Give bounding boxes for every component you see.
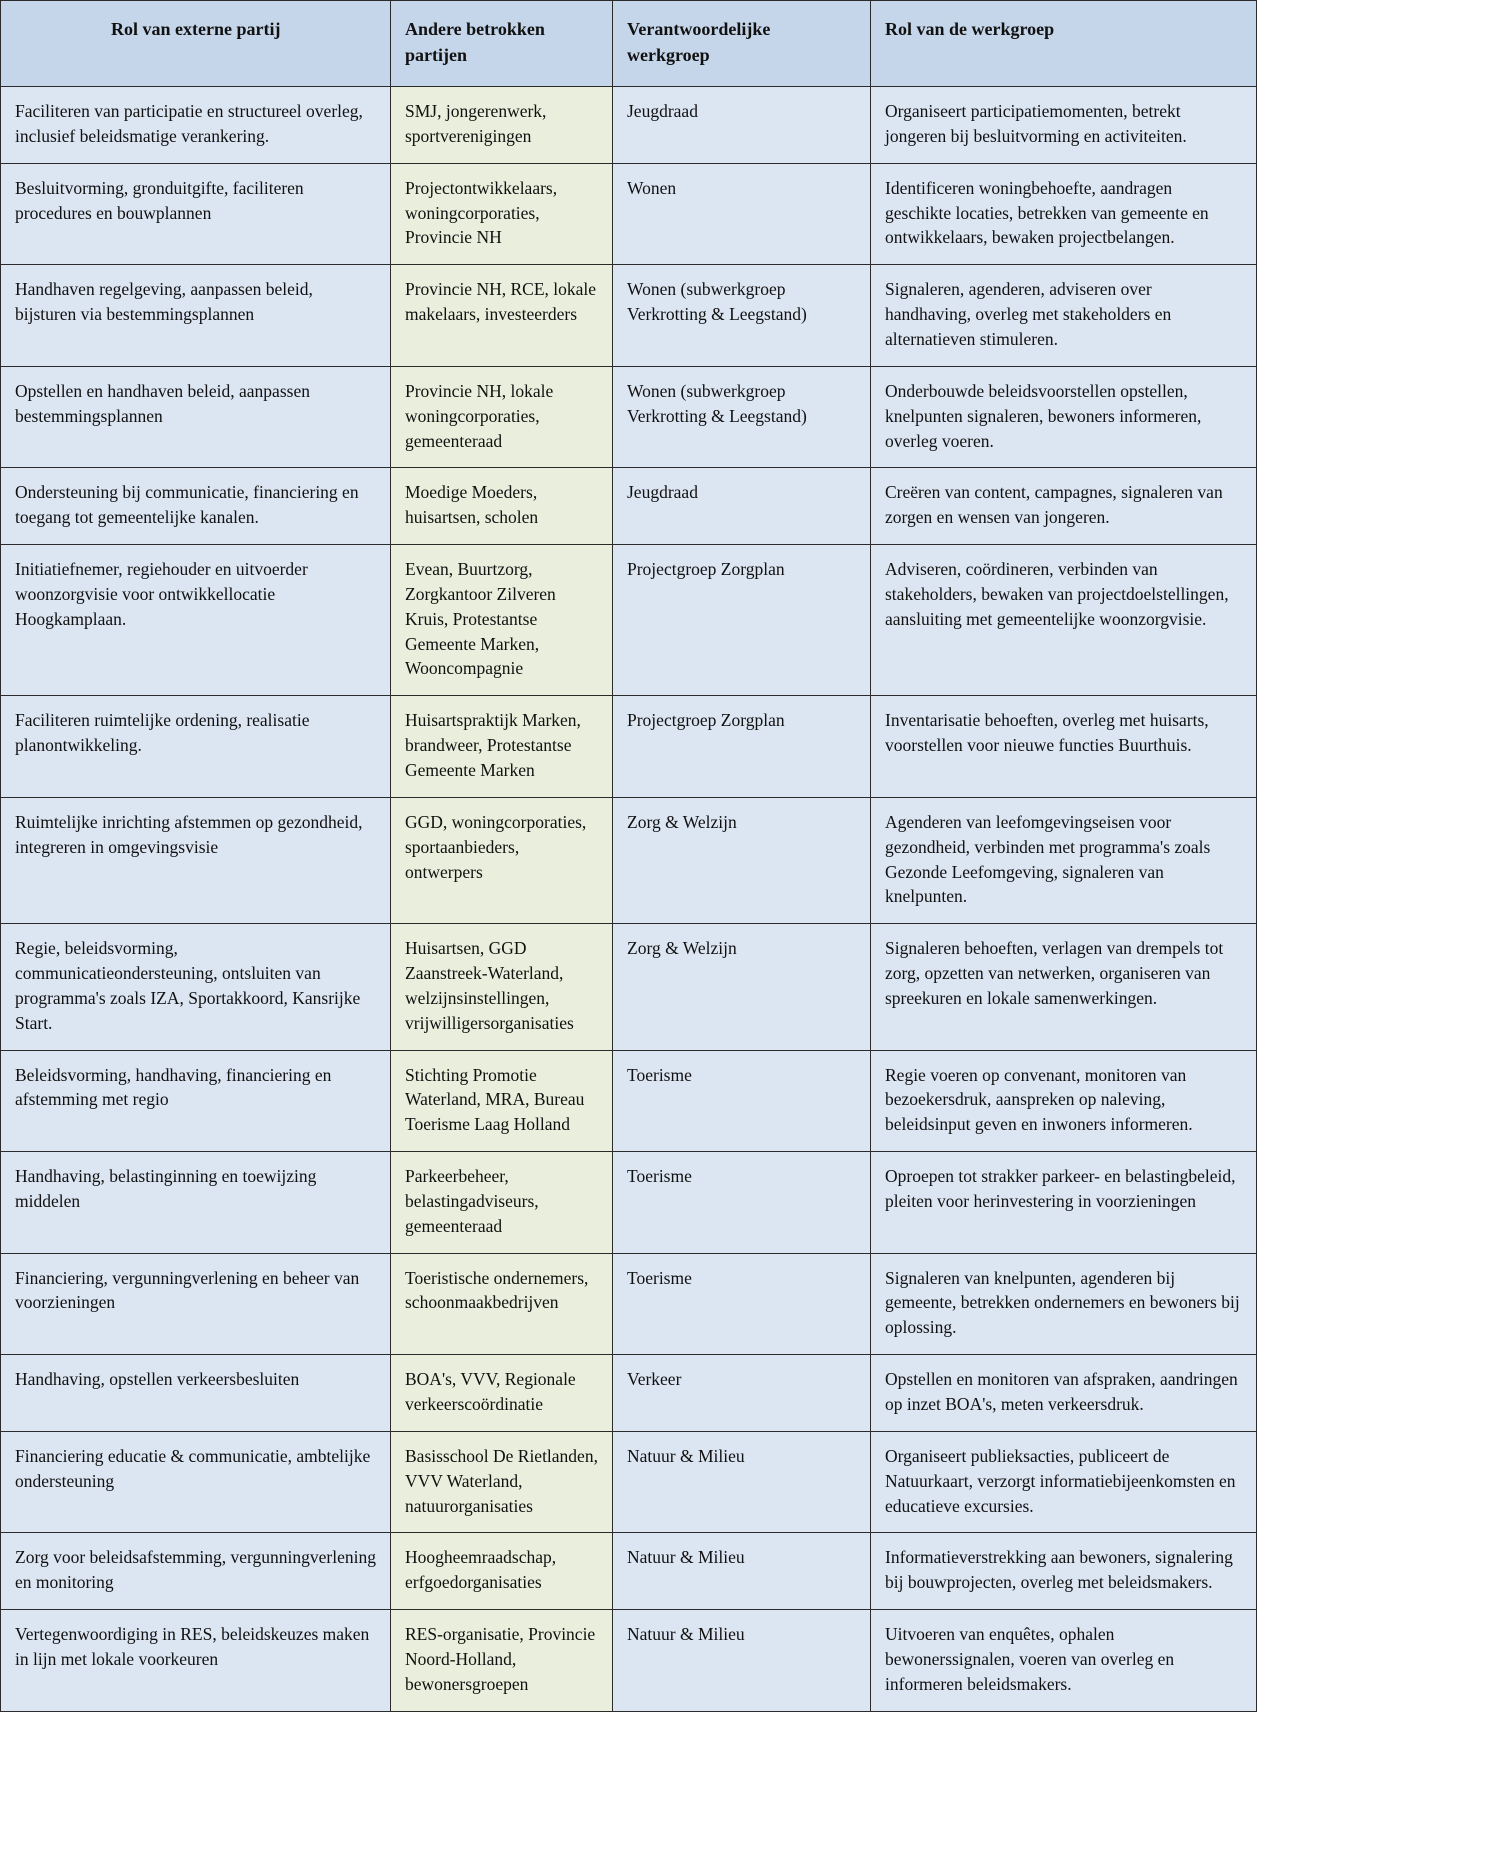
cell-text: Zorg & Welzijn (627, 811, 737, 832)
cell-text: BOA's, VVV, Regionale verkeerscoördinatie (405, 1369, 576, 1414)
cell-text: Provincie NH, lokale woningcorporaties, gemeenteraad (405, 380, 554, 451)
cell-text: Adviseren, coördineren, verbinden van stakeholders, bewaken van projectdoelstellingen, aansluiting met gemeentelijke woonzorgvisie. (885, 559, 1229, 629)
cell-text: Evean, Buurtzorg, Zorgkantoor Zilveren Kruis, Protestantse Gemeente Marken, Wooncompagnie (405, 559, 556, 679)
cell-rol-van-de-werkgroep (871, 468, 1257, 545)
cell-text: Organiseert publieksacties, publiceert de Natuurkaart, verzorgt informatiebijeenkomsten en educatieve excursies. (885, 1445, 1236, 1516)
cell-text: Ondersteuning bij communicatie, financiering en toegang tot gemeentelijke kanalen. (15, 482, 359, 528)
cell-rol-externe-partij (1, 163, 391, 265)
cell-verantwoordelijke-werkgroep (613, 1253, 871, 1355)
cell-text: Toerisme (627, 1267, 692, 1288)
cell-text: RES-organisatie, Provincie Noord-Holland, bewonersgroepen (405, 1624, 596, 1694)
cell-text: Handhaven regelgeving, aanpassen beleid, bijsturen via bestemmingsplannen (15, 279, 313, 325)
cell-text: Initiatiefnemer, regiehouder en uitvoerder woonzorgvisie voor ontwikkellocatie Hoogkamplaan. (15, 559, 308, 629)
cell-rol-van-de-werkgroep (871, 163, 1257, 265)
cell-verantwoordelijke-werkgroep (613, 366, 871, 468)
cell-rol-van-de-werkgroep (871, 696, 1257, 798)
cell-text: Faciliteren van participatie en structureel overleg, inclusief beleidsmatige verankering. (15, 101, 363, 146)
table-header-row (1, 1, 1257, 87)
cell-rol-van-de-werkgroep (871, 1610, 1257, 1712)
cell-rol-externe-partij (1, 545, 391, 696)
table-row (1, 1533, 1257, 1610)
cell-text: Signaleren van knelpunten, agenderen bij gemeente, betrekken ondernemers en bewoners bij oplossing. (885, 1267, 1240, 1338)
cell-rol-van-de-werkgroep (871, 1533, 1257, 1610)
cell-rol-van-de-werkgroep (871, 1431, 1257, 1533)
cell-text: Onderbouwde beleidsvoorstellen opstellen, knelpunten signaleren, bewoners informeren, overleg voeren. (885, 380, 1202, 451)
cell-text: Handhaving, belastinginning en toewijzing middelen (15, 1166, 317, 1211)
cell-text: Huisartspraktijk Marken, brandweer, Protestantse Gemeente Marken (405, 710, 581, 780)
cell-rol-externe-partij (1, 468, 391, 545)
cell-text: Uitvoeren van enquêtes, ophalen bewonerssignalen, voeren van overleg en informeren beleidsmakers. (885, 1624, 1175, 1694)
cell-andere-betrokken-partijen (391, 1533, 613, 1610)
cell-andere-betrokken-partijen (391, 545, 613, 696)
table-row (1, 1431, 1257, 1533)
cell-text: Ruimtelijke inrichting afstemmen op gezondheid, integreren in omgevingsvisie (15, 811, 363, 857)
cell-text: Hoogheemraadschap, erfgoedorganisaties (405, 1547, 557, 1593)
cell-rol-externe-partij (1, 1431, 391, 1533)
cell-text: Stichting Promotie Waterland, MRA, Bureau Toerisme Laag Holland (405, 1064, 585, 1135)
cell-andere-betrokken-partijen (391, 265, 613, 367)
table-row (1, 696, 1257, 798)
cell-text: Oproepen tot strakker parkeer- en belastingbeleid, pleiten voor herinvestering in voorzieningen (885, 1166, 1236, 1211)
cell-text: Creëren van content, campagnes, signaleren van zorgen en wensen van jongeren. (885, 482, 1223, 528)
cell-andere-betrokken-partijen (391, 366, 613, 468)
cell-verantwoordelijke-werkgroep (613, 1533, 871, 1610)
cell-verantwoordelijke-werkgroep (613, 924, 871, 1050)
table-row (1, 87, 1257, 164)
cell-text: Zorg & Welzijn (627, 938, 737, 959)
cell-text: Jeugdraad (627, 482, 698, 503)
cell-rol-van-de-werkgroep (871, 1050, 1257, 1152)
column-header-verantwoordelijke-werkgroep: Verantwoordelijke werkgroep (613, 1, 871, 87)
table-row (1, 265, 1257, 367)
cell-verantwoordelijke-werkgroep (613, 87, 871, 164)
cell-verantwoordelijke-werkgroep (613, 1152, 871, 1254)
cell-text: Faciliteren ruimtelijke ordening, realisatie planontwikkeling. (15, 710, 310, 756)
column-header-rol-externe-partij: Rol van externe partij (1, 1, 391, 87)
cell-verantwoordelijke-werkgroep (613, 1610, 871, 1712)
cell-text: Opstellen en monitoren van afspraken, aandringen op inzet BOA's, meten verkeersdruk. (885, 1369, 1238, 1414)
cell-andere-betrokken-partijen (391, 468, 613, 545)
cell-text: Toerisme (627, 1064, 692, 1085)
cell-text: Jeugdraad (627, 101, 698, 122)
cell-rol-externe-partij (1, 924, 391, 1050)
cell-rol-externe-partij (1, 1152, 391, 1254)
cell-text: GGD, woningcorporaties, sportaanbieders, ontwerpers (405, 811, 587, 882)
cell-rol-externe-partij (1, 1533, 391, 1610)
cell-verantwoordelijke-werkgroep (613, 468, 871, 545)
table-row (1, 1610, 1257, 1712)
cell-andere-betrokken-partijen (391, 696, 613, 798)
cell-text: Provincie NH, RCE, lokale makelaars, investeerders (405, 279, 597, 325)
cell-text: Toeristische ondernemers, schoonmaakbedrijven (405, 1267, 589, 1313)
cell-andere-betrokken-partijen (391, 1152, 613, 1254)
cell-text: Opstellen en handhaven beleid, aanpassen bestemmingsplannen (15, 380, 310, 426)
cell-verantwoordelijke-werkgroep (613, 797, 871, 923)
cell-rol-van-de-werkgroep (871, 1355, 1257, 1432)
cell-text: Basisschool De Rietlanden, VVV Waterland, natuurorganisaties (405, 1445, 598, 1516)
cell-andere-betrokken-partijen (391, 163, 613, 265)
cell-andere-betrokken-partijen (391, 1610, 613, 1712)
cell-verantwoordelijke-werkgroep (613, 1431, 871, 1533)
table-row (1, 924, 1257, 1050)
table-header (1, 1, 1257, 87)
cell-andere-betrokken-partijen (391, 1355, 613, 1432)
cell-text: Vertegenwoordiging in RES, beleidskeuzes maken in lijn met lokale voorkeuren (15, 1624, 370, 1669)
cell-rol-van-de-werkgroep (871, 366, 1257, 468)
cell-text: Wonen (627, 177, 677, 198)
cell-text: Zorg voor beleidsafstemming, vergunningverlening en monitoring (15, 1547, 376, 1593)
cell-text: SMJ, jongerenwerk, sportverenigingen (405, 101, 547, 146)
cell-andere-betrokken-partijen (391, 87, 613, 164)
cell-text: Natuur & Milieu (627, 1547, 745, 1568)
table-row (1, 1355, 1257, 1432)
cell-text: Agenderen van leefomgevingseisen voor gezondheid, verbinden met programma's zoals Gezonde Leefomgeving, signaleren van knelpunten. (885, 811, 1211, 907)
table-row (1, 545, 1257, 696)
cell-text: Regie voeren op convenant, monitoren van bezoekersdruk, aanspreken op naleving, beleidsinput geven en inwoners informeren. (885, 1064, 1193, 1135)
table-row (1, 468, 1257, 545)
cell-rol-van-de-werkgroep (871, 1253, 1257, 1355)
cell-text: Identificeren woningbehoefte, aandragen geschikte locaties, betrekken van gemeente en ontwikkelaars, bewaken projectbelangen. (885, 177, 1209, 248)
table-row (1, 1050, 1257, 1152)
table-row (1, 797, 1257, 923)
cell-text: Verkeer (627, 1369, 682, 1390)
cell-text: Financiering, vergunningverlening en beheer van voorzieningen (15, 1267, 360, 1313)
cell-text: Natuur & Milieu (627, 1445, 745, 1466)
cell-text: Huisartsen, GGD Zaanstreek-Waterland, welzijnsinstellingen, vrijwilligersorganisaties (405, 938, 574, 1033)
table-row (1, 1253, 1257, 1355)
cell-verantwoordelijke-werkgroep (613, 163, 871, 265)
cell-text: Parkeerbeheer, belastingadviseurs, gemeenteraad (405, 1166, 539, 1236)
cell-text: Moedige Moeders, huisartsen, scholen (405, 482, 539, 528)
cell-verantwoordelijke-werkgroep (613, 1355, 871, 1432)
table-row (1, 1152, 1257, 1254)
cell-text: Informatieverstrekking aan bewoners, signalering bij bouwprojecten, overleg met beleidsmakers. (885, 1547, 1233, 1593)
cell-rol-externe-partij (1, 265, 391, 367)
cell-text: Beleidsvorming, handhaving, financiering en afstemming met regio (15, 1064, 332, 1110)
cell-text: Handhaving, opstellen verkeersbesluiten (15, 1369, 300, 1390)
cell-rol-van-de-werkgroep (871, 265, 1257, 367)
cell-rol-externe-partij (1, 1355, 391, 1432)
cell-text: Besluitvorming, gronduitgifte, faciliteren procedures en bouwplannen (15, 177, 304, 223)
cell-andere-betrokken-partijen (391, 1253, 613, 1355)
column-header-rol-van-de-werkgroep: Rol van de werkgroep (871, 1, 1257, 87)
cell-text: Organiseert participatiemomenten, betrekt jongeren bij besluitvorming en activiteiten. (885, 101, 1187, 146)
cell-text: Toerisme (627, 1166, 692, 1187)
cell-rol-externe-partij (1, 87, 391, 164)
cell-andere-betrokken-partijen (391, 924, 613, 1050)
table-row (1, 163, 1257, 265)
cell-andere-betrokken-partijen (391, 1431, 613, 1533)
cell-text: Wonen (subwerkgroep Verkrotting & Leegstand) (627, 380, 807, 426)
cell-text: Projectontwikkelaars, woningcorporaties, Provincie NH (405, 177, 558, 248)
cell-rol-van-de-werkgroep (871, 1152, 1257, 1254)
cell-text: Regie, beleidsvorming, communicatieondersteuning, ontsluiten van programma's zoals IZA, Sportakkoord, Kansrijke Start. (15, 938, 361, 1033)
cell-verantwoordelijke-werkgroep (613, 545, 871, 696)
cell-verantwoordelijke-werkgroep (613, 265, 871, 367)
cell-andere-betrokken-partijen (391, 1050, 613, 1152)
cell-rol-van-de-werkgroep (871, 797, 1257, 923)
table-body (1, 87, 1257, 1712)
cell-text: Natuur & Milieu (627, 1624, 745, 1645)
cell-text: Signaleren behoeften, verlagen van drempels tot zorg, opzetten van netwerken, organiseren van spreekuren en lokale samenwerkingen. (885, 938, 1224, 1008)
column-header-andere-betrokken-partijen: Andere betrokken partijen (391, 1, 613, 87)
cell-rol-van-de-werkgroep (871, 924, 1257, 1050)
cell-rol-externe-partij (1, 1050, 391, 1152)
cell-text: Inventarisatie behoeften, overleg met huisarts, voorstellen voor nieuwe functies Buurthuis. (885, 710, 1209, 756)
cell-text: Signaleren, agenderen, adviseren over handhaving, overleg met stakeholders en alternatieven stimuleren. (885, 279, 1172, 349)
cell-rol-externe-partij (1, 1253, 391, 1355)
cell-verantwoordelijke-werkgroep (613, 1050, 871, 1152)
cell-text: Wonen (subwerkgroep Verkrotting & Leegstand) (627, 279, 807, 325)
cell-text: Projectgroep Zorgplan (627, 710, 785, 731)
cell-rol-externe-partij (1, 797, 391, 923)
cell-verantwoordelijke-werkgroep (613, 696, 871, 798)
cell-rol-externe-partij (1, 1610, 391, 1712)
cell-rol-van-de-werkgroep (871, 87, 1257, 164)
cell-text: Projectgroep Zorgplan (627, 559, 785, 580)
cell-rol-externe-partij (1, 696, 391, 798)
cell-rol-externe-partij (1, 366, 391, 468)
table-row (1, 366, 1257, 468)
cell-rol-van-de-werkgroep (871, 545, 1257, 696)
cell-text: Financiering educatie & communicatie, ambtelijke ondersteuning (15, 1445, 371, 1491)
cell-andere-betrokken-partijen (391, 797, 613, 923)
